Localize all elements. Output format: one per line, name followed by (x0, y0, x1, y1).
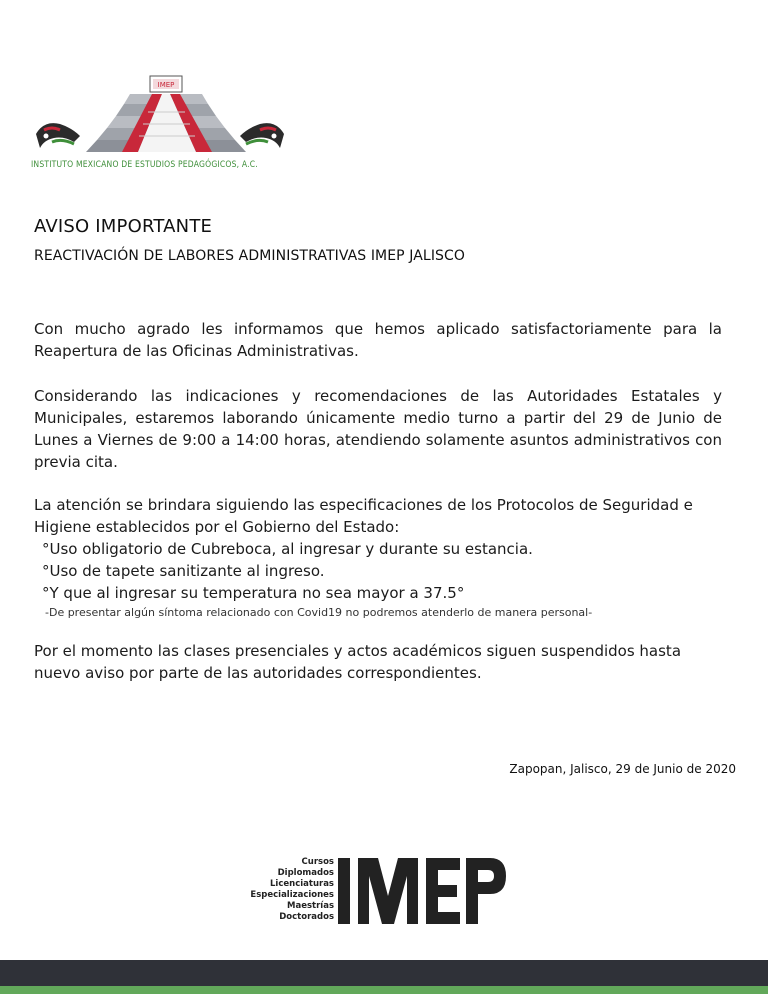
notice-subtitle: REACTIVACIÓN DE LABORES ADMINISTRATIVAS IMEP JALISCO (34, 248, 466, 264)
programs-list (250, 857, 334, 923)
protocol-item: °Y que al ingresar su temperatura no sea mayor a 37.5° (42, 584, 465, 602)
program-item: Maestrías (287, 901, 334, 911)
program-item: Diplomados (277, 868, 334, 878)
paragraph-classes-suspended: Por el momento las clases presenciales y actos académicos siguen suspendidos hasta nuevo aviso por parte de las autoridades correspondientes. (34, 642, 682, 682)
paragraph-protocols: La atención se brindara siguiendo las especificaciones de los Protocolos de Seguridad e Higiene establecidos por el Gobierno del Estado: (34, 496, 693, 536)
imep-wordmark-logo (338, 856, 508, 930)
program-item: Doctorados (279, 912, 334, 922)
institute-name: INSTITUTO MEXICANO DE ESTUDIOS PEDAGÓGICOS, A.C. (31, 160, 258, 170)
protocol-item: °Uso de tapete sanitizante al ingreso. (42, 562, 325, 580)
program-item: Especializaciones (250, 890, 334, 900)
program-item: Cursos (301, 857, 334, 867)
covid-note: -De presentar algún síntoma relacionado con Covid19 no podremos atenderlo de manera personal- (45, 606, 593, 619)
footer-accent-bar (0, 986, 768, 994)
program-item: Licenciaturas (270, 879, 334, 889)
protocol-item: °Uso obligatorio de Cubreboca, al ingresar y durante su estancia. (42, 540, 533, 558)
paragraph-schedule: Considerando las indicaciones y recomendaciones de las Autoridades Estatales y Municipales, estaremos laborando únicamente medio turno a partir del 29 de Junio de Lunes a Viernes de 9:00 a 14:00 horas, atendiendo solamente asuntos administrativos con previa cita. (34, 387, 722, 471)
paragraph-reopening: Con mucho agrado les informamos que hemos aplicado satisfactoriamente para la Reapertura de las Oficinas Administrativas. (34, 320, 722, 360)
pyramid-logo-label: IMEP (157, 81, 175, 89)
place-and-date: Zapopan, Jalisco, 29 de Junio de 2020 (509, 762, 736, 776)
notice-title: AVISO IMPORTANTE (34, 216, 213, 237)
footer-bar (0, 960, 768, 986)
